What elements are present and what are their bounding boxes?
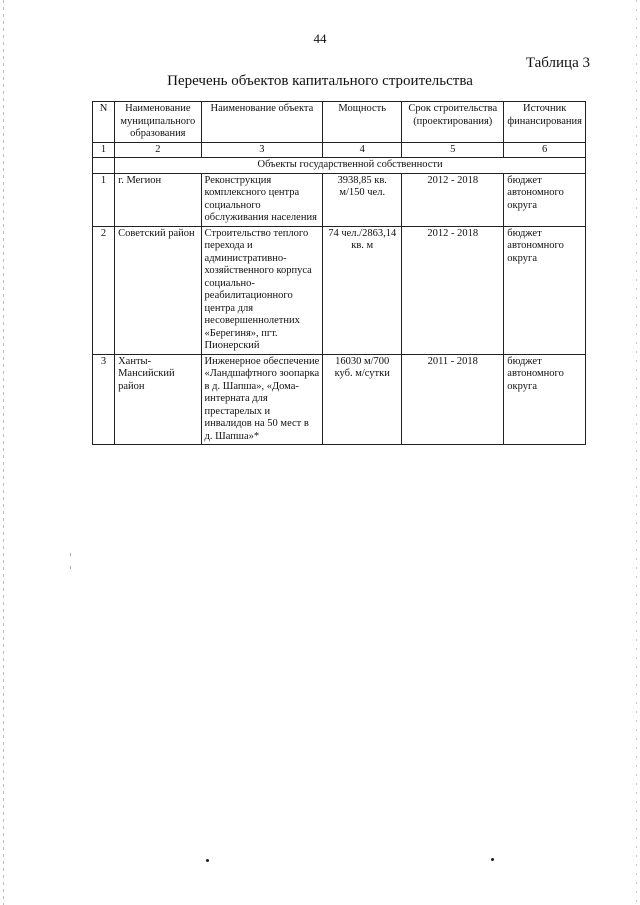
row-term: 2012 - 2018 (402, 173, 504, 226)
scan-dot (206, 859, 209, 862)
scan-dot (491, 858, 494, 861)
row-n: 3 (93, 354, 115, 445)
row-source: бюджет автономного округа (504, 226, 586, 354)
header-row (93, 102, 586, 143)
row-term: 2012 - 2018 (402, 226, 504, 354)
table-label: Таблица 3 (525, 55, 590, 71)
row-capacity: 16030 м/700 куб. м/сутки (323, 354, 402, 445)
row-municipality: г. Мегион (115, 173, 201, 226)
column-number: 4 (323, 142, 402, 158)
row-capacity: 3938,85 кв. м/150 чел. (323, 173, 402, 226)
column-numbers-row (93, 142, 586, 158)
column-number: 5 (402, 142, 504, 158)
table-row (93, 226, 586, 354)
table-row (93, 173, 586, 226)
objects-table (92, 101, 586, 445)
scan-speck (70, 566, 71, 569)
row-object: Строительство теплого перехода и административно-хозяйственного корпуса социально-реабилитационного центра для несовершеннолетних «Берегиня», пгт. Пионерский (201, 226, 323, 354)
row-municipality: Советский район (115, 226, 201, 354)
column-number: 6 (504, 142, 586, 158)
header-capacity: Мощность (323, 102, 402, 143)
group-title: Объекты государственной собственности (115, 158, 586, 174)
header-n: N (93, 102, 115, 143)
row-source: бюджет автономного округа (504, 173, 586, 226)
row-n: 2 (93, 226, 115, 354)
column-number: 3 (201, 142, 323, 158)
group-empty-cell (93, 158, 115, 174)
row-object: Реконструкция комплексного центра социального обслуживания населения (201, 173, 323, 226)
row-object: Инженерное обеспечение «Ландшафтного зоопарка в д. Шапша», «Дома-интерната для престарелых и инвалидов на 50 мест в д. Шапша»* (201, 354, 323, 445)
row-source: бюджет автономного округа (504, 354, 586, 445)
row-capacity: 74 чел./2863,14 кв. м (323, 226, 402, 354)
header-object: Наименование объекта (201, 102, 323, 143)
row-municipality: Ханты-Мансийский район (115, 354, 201, 445)
document-title: Перечень объектов капитального строительства (167, 73, 473, 89)
scan-speck (70, 553, 71, 556)
header-municipality: Наименование муниципального образования (115, 102, 201, 143)
header-source: Источник финансирования (504, 102, 586, 143)
row-term: 2011 - 2018 (402, 354, 504, 445)
scan-edge-right (636, 0, 637, 905)
page-number: 44 (313, 31, 327, 46)
table-row (93, 354, 586, 445)
row-n: 1 (93, 173, 115, 226)
column-number: 2 (115, 142, 201, 158)
header-term: Срок строительства (проектирования) (402, 102, 504, 143)
column-number: 1 (93, 142, 115, 158)
scan-edge-left (3, 0, 4, 905)
group-row (93, 158, 586, 174)
